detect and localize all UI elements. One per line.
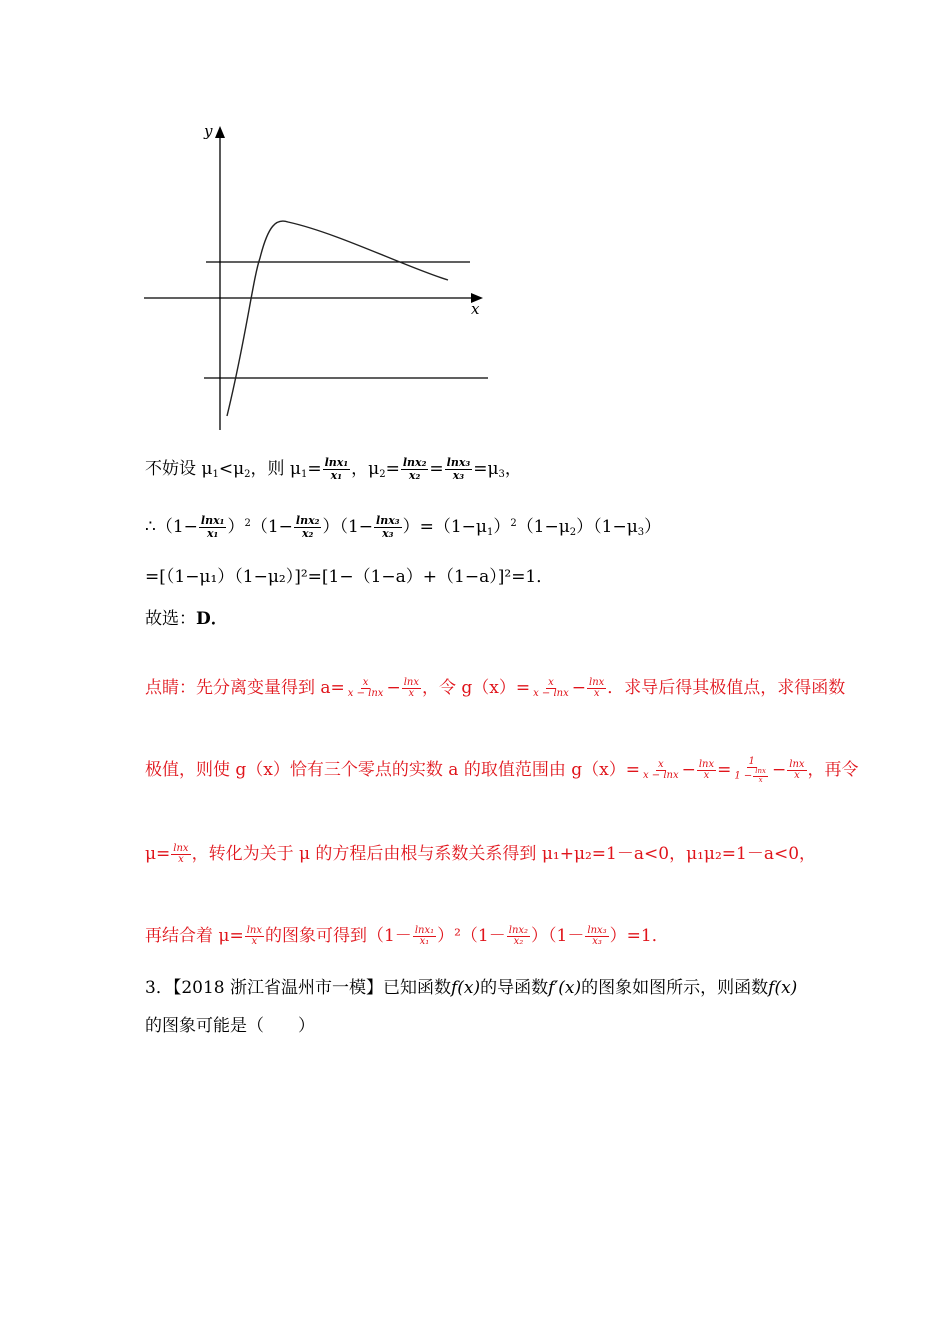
solution-line-3: =[（1−μ₁）（1−μ₂）]²=[1−（1−a）+（1−a）]²=1． xyxy=(145,567,554,587)
fraction-lnx1-over-x1: $\frac{\text{lnx₁}}{\text{x₁}}$ xyxy=(200,514,225,540)
x-axis-label: x xyxy=(471,300,480,318)
fraction-lnx2-over-x2: $\frac{\text{lnx₂}}{\text{x₂}}$ xyxy=(295,514,320,540)
function-graph xyxy=(138,118,498,436)
fraction-lnx2-over-x2: $\frac{\text{lnx₂}}{\text{x₂}}$ xyxy=(402,456,427,482)
answer-line: 故选：D． xyxy=(145,609,228,629)
fraction-lnx3-over-x3: $\frac{\text{lnx₃}}{\text{x₃}}$ xyxy=(376,514,400,540)
comment-line-1: 点睛：先分离变量得到 a= $\frac{x}{x - \ln x}$ − $\frac{\ln x}{x}$ ，令 g（x）= $\frac{x}{x - \ln x}$ − $\frac{\ln x}{x}$ ．求导后得其极值点，求得函数 xyxy=(145,676,846,699)
fraction-lnx3-over-x3: $\frac{\text{lnx₃}}{\text{x₃}}$ xyxy=(446,456,471,482)
solution-line-1: 不妨设 $\mu_1<\mu_2$，则 $\mu_1=$ $\frac{\text{lnx₁}}{\text{x₁}}$ ，$\mu_2=$ $\frac{\text{lnx₂}}{\text{x₂}}$ = $\frac{\text{lnx₃}}{\text{x₃}}$ $=\mu_3$， xyxy=(145,456,522,482)
question-3-line-1: 3．【2018 浙江省温州市一模】已知函数f(x)的导函数f′(x)的图象如图所示，则函数f(x) xyxy=(145,978,798,998)
comment-line-2: 极值，则使 g（x）恰有三个零点的实数 a 的取值范围由 g（x）= $\frac{x}{x - \ln x}$ − $\frac{\ln x}{x}$ = 1 1 − $\frac{\ln x}{x}$ − $\frac{\ln x}{x}$ ，再令 xyxy=(145,755,859,784)
y-axis-label: y xyxy=(204,122,213,140)
curve xyxy=(227,221,448,416)
solution-line-2: ∴（1− $\frac{\text{lnx₁}}{\text{x₁}}$ ）$^2$（1− $\frac{\text{lnx₂}}{\text{x₂}}$ ）（1− $\frac{\text{lnx₃}}{\text{x₃}}$ ）$=(1-\mu_1)^2(1-\mu_2)(1-\mu_3)$ xyxy=(145,514,662,540)
comment-line-4: 再结合着 μ= $\frac{\ln x}{x}$ 的图象可得到（1－ $\frac{\text{lnx₁}}{\text{x₁}}$ ）²（1－ $\frac{\text{lnx₂}}{\text{x₂}}$ ）（1－ $\frac{\text{lnx₃}}{\text{x₃}}$ ）=1． xyxy=(145,924,669,947)
question-3-line-2: 的图象可能是（ ） xyxy=(145,1016,315,1036)
nested-fraction: 1 1 − $\frac{\ln x}{x}$ xyxy=(734,755,766,784)
y-axis-arrow xyxy=(215,126,225,138)
comment-line-3: μ= $\frac{\ln x}{x}$ ，转化为关于 μ 的方程后由根与系数关系得到 μ₁+μ₂=1－a<0，μ₁μ₂=1－a<0， xyxy=(145,842,817,865)
fraction-lnx1-over-x1: $\frac{\text{lnx₁}}{\text{x₁}}$ xyxy=(324,456,349,482)
